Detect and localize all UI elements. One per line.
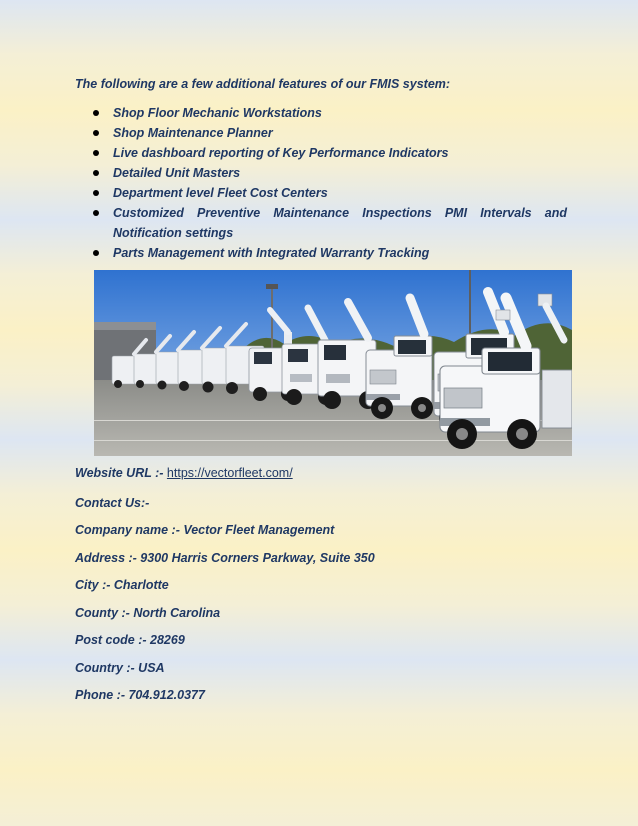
website-link[interactable]: https://vectorfleet.com/ <box>166 466 293 480</box>
list-item: Parts Management with Integrated Warranty Tracking <box>92 243 567 263</box>
list-item: Live dashboard reporting of Key Performance Indicators <box>92 143 567 163</box>
list-item: Customized Preventive Maintenance Inspections PMI Intervals and Notification settings <box>92 203 567 243</box>
bullet-icon <box>93 250 99 256</box>
bullet-icon <box>93 130 99 136</box>
list-item: Detailed Unit Masters <box>92 163 567 183</box>
list-item: Department level Fleet Cost Centers <box>92 183 567 203</box>
phone: Phone :- 704.912.0377 <box>75 688 205 702</box>
country: Country :- USA <box>75 661 165 675</box>
website-label: Website URL :- <box>75 466 167 480</box>
company-name: Company name :- Vector Fleet Management <box>75 523 335 537</box>
list-item-continuation: Notification settings <box>113 226 234 240</box>
feature-list <box>92 103 567 263</box>
contact-heading: Contact Us:- <box>75 496 150 510</box>
list-item: Shop Maintenance Planner <box>92 123 567 143</box>
county: County :- North Carolina <box>75 606 221 620</box>
bullet-icon <box>93 170 99 176</box>
bullet-icon <box>93 110 99 116</box>
website-line <box>75 465 293 481</box>
fleet-trucks-illustration <box>94 270 572 456</box>
postcode: Post code :- 28269 <box>75 633 185 647</box>
bullet-icon <box>93 190 99 196</box>
fleet-trucks-photo <box>94 270 572 456</box>
city: City :- Charlotte <box>75 578 169 592</box>
bullet-icon <box>93 150 99 156</box>
address: Address :- 9300 Harris Corners Parkway, Suite 350 <box>75 551 375 565</box>
list-item: Shop Floor Mechanic Workstations <box>92 103 567 123</box>
intro-text: The following are a few additional features of our FMIS system: <box>75 77 451 91</box>
bullet-icon <box>93 210 99 216</box>
